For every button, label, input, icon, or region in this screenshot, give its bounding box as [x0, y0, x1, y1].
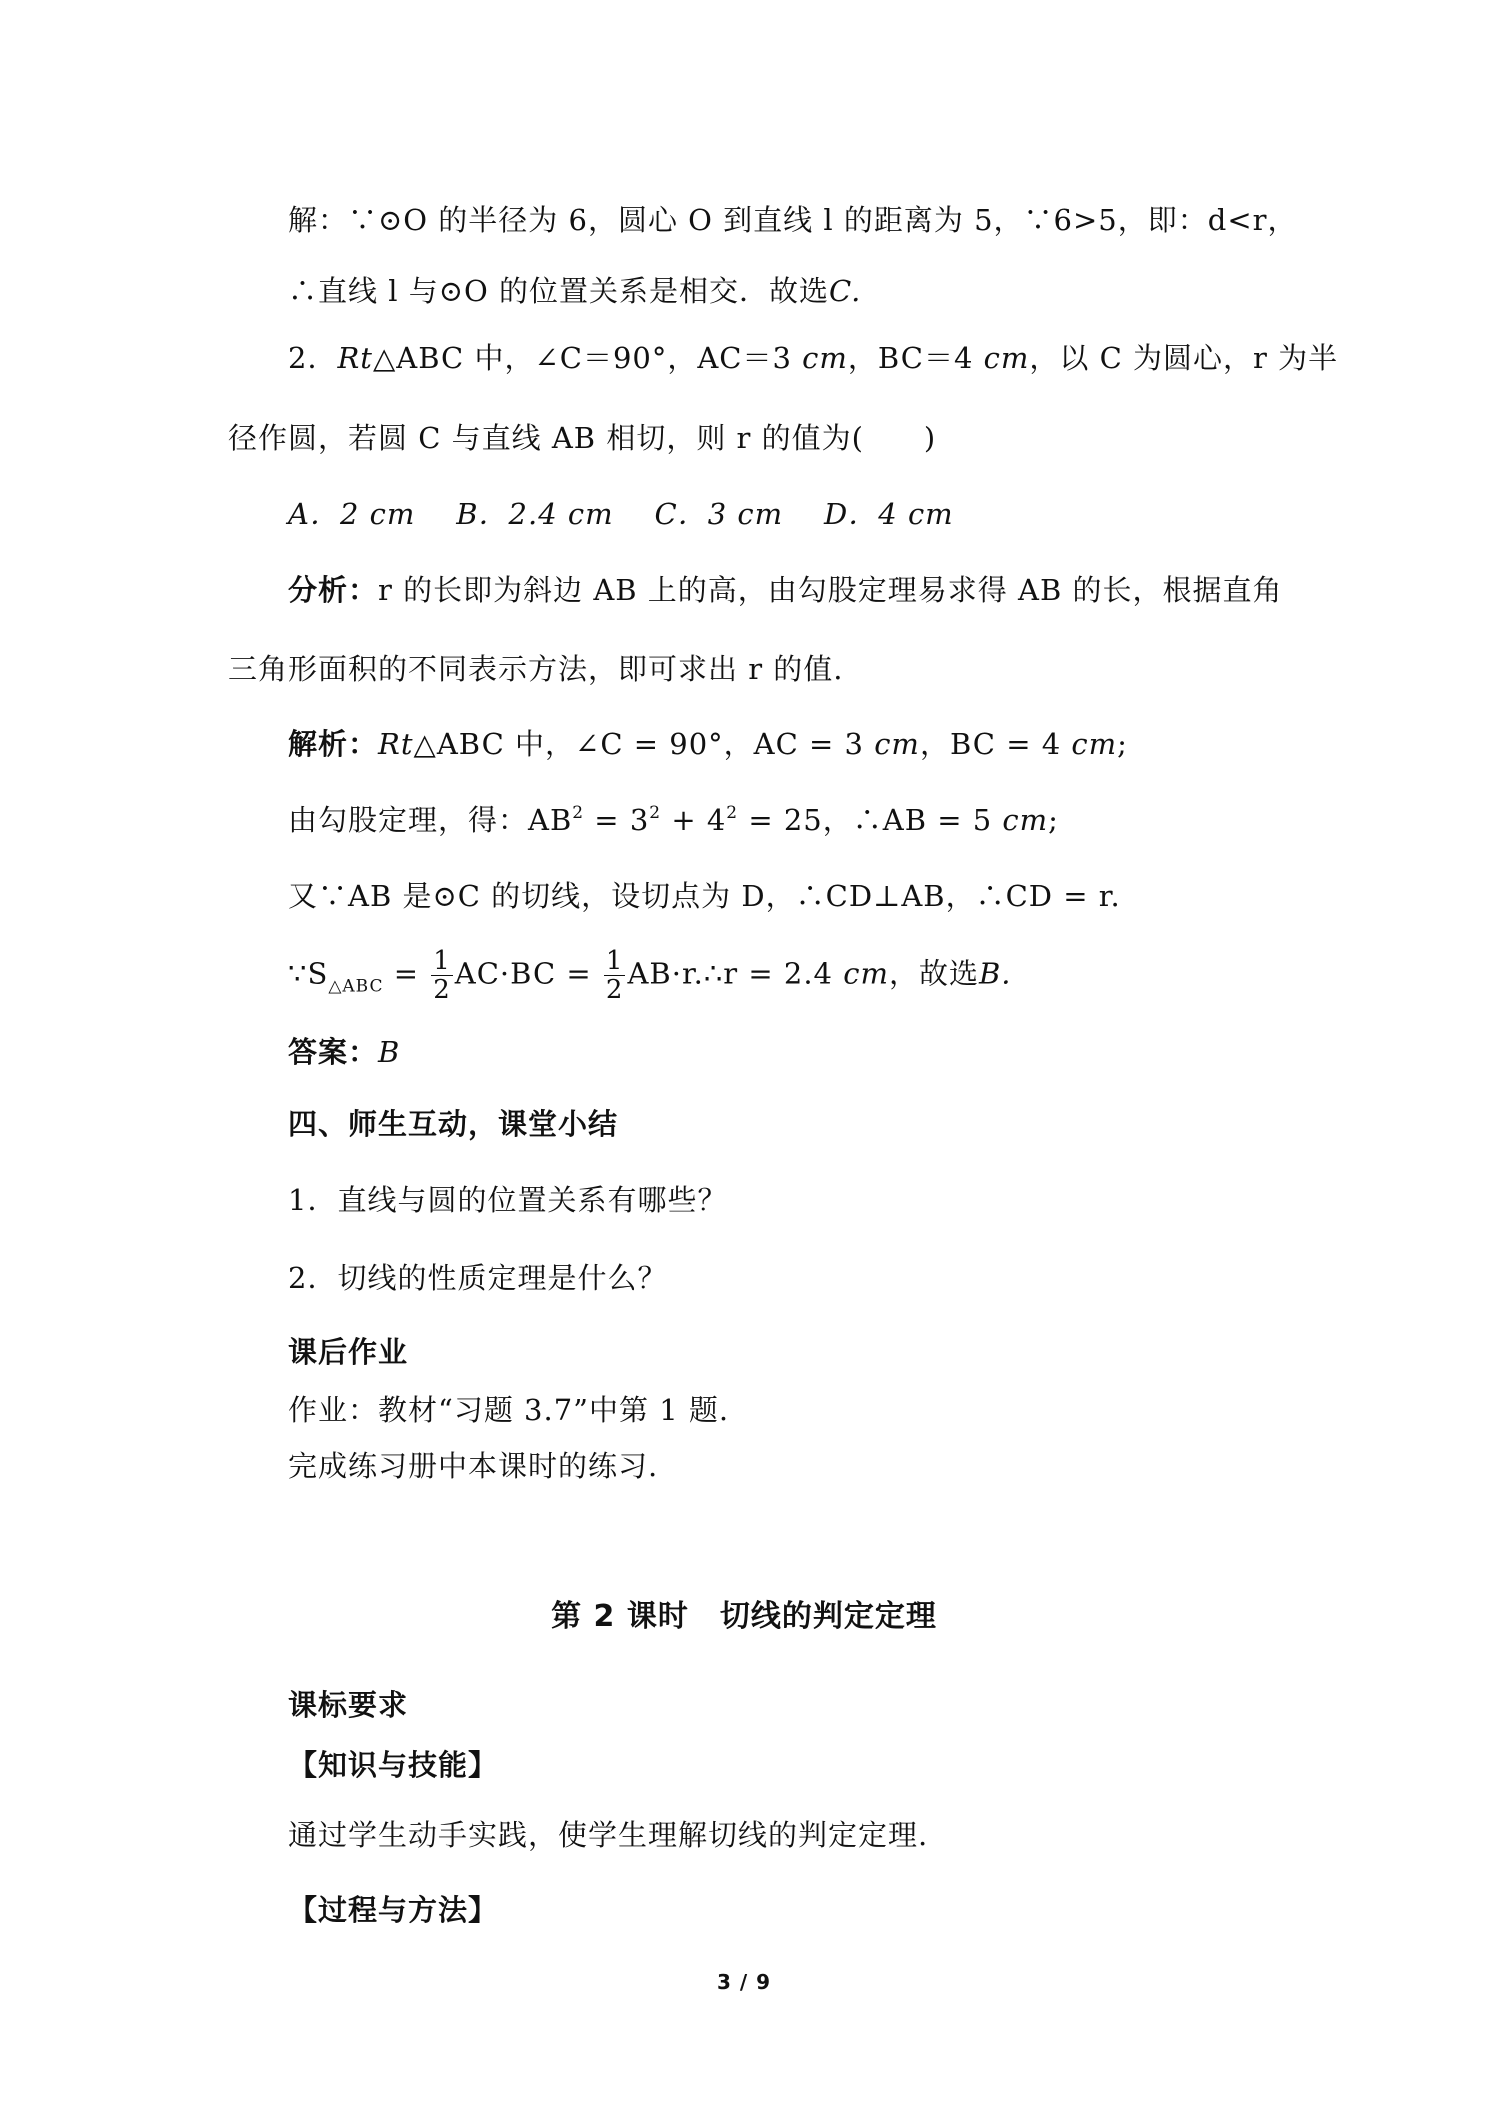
solution-line-1: 解：∵⊙O 的半径为 6，圆心 O 到直线 l 的距离为 5，∵6>5，即：d<r， [288, 203, 1298, 237]
answer-line: 答案：B [288, 1035, 401, 1069]
summary-item-2: 2．切线的性质定理是什么？ [288, 1261, 668, 1295]
option-a: A．2 cm [288, 497, 416, 531]
question-2-line-2: 径作圆，若圆 C 与直线 AB 相切，则 r 的值为( ) [228, 421, 937, 455]
tangent-line: 又∵AB 是⊙C 的切线，设切点为 D，∴CD⊥AB，∴CD = r. [288, 879, 1121, 913]
curriculum-requirements-heading: 课标要求 [288, 1688, 409, 1722]
knowledge-skills-heading: 【知识与技能】 [288, 1748, 499, 1782]
homework-item-2: 完成练习册中本课时的练习. [288, 1449, 659, 1483]
fraction-half: $\frac{1}{2}$ [433, 946, 451, 1005]
section-4-heading: 四、师生互动，课堂小结 [288, 1107, 619, 1141]
process-method-heading: 【过程与方法】 [288, 1893, 499, 1927]
fraction-half: $\frac{1}{2}$ [605, 946, 624, 1005]
option-d: D．4 cm [824, 497, 954, 531]
solution-line-2: ∴直线 l 与⊙O 的位置关系是相交．故选C. [288, 274, 862, 308]
homework-item-1: 作业：教材“习题 3.7”中第 1 题. [288, 1393, 730, 1427]
homework-heading: 课后作业 [288, 1335, 409, 1369]
pythagoras-line: 由勾股定理，得：$AB^2 = 3^2 + 4^2 = 25$，∴AB = 5 cm; [288, 803, 1059, 837]
summary-item-1: 1．直线与圆的位置关系有哪些？ [288, 1183, 728, 1217]
option-b: B．2.4 cm [456, 497, 614, 531]
page-number: 3 / 9 [716, 1970, 772, 1994]
analysis-line-1: 分析：r 的长即为斜边 AB 上的高，由勾股定理易求得 AB 的长，根据直角 [288, 573, 1283, 607]
knowledge-skills-text: 通过学生动手实践，使学生理解切线的判定定理. [288, 1818, 929, 1852]
option-c: C．3 cm [654, 497, 784, 531]
area-formula-line: $\because S_{\triangle ABC}$ = $\frac{1}{2}$ AC·BC = $\frac{1}{2}$ AB·r.∴r = 2.4 cm，故选B. [288, 946, 1012, 1005]
answer-options [288, 494, 954, 534]
question-2-line-1: 2．Rt△ABC 中，∠C＝90°，AC＝3 cm，BC＝4 cm，以 C 为圆心，r 为半 [288, 341, 1339, 375]
lesson-title: 第 2 课时 切线的判定定理 [551, 1599, 937, 1634]
solution-detail-line: 解析：Rt△ABC 中，∠C = 90°，AC = 3 cm，BC = 4 cm; [288, 727, 1128, 761]
analysis-line-2: 三角形面积的不同表示方法，即可求出 r 的值. [228, 652, 844, 686]
